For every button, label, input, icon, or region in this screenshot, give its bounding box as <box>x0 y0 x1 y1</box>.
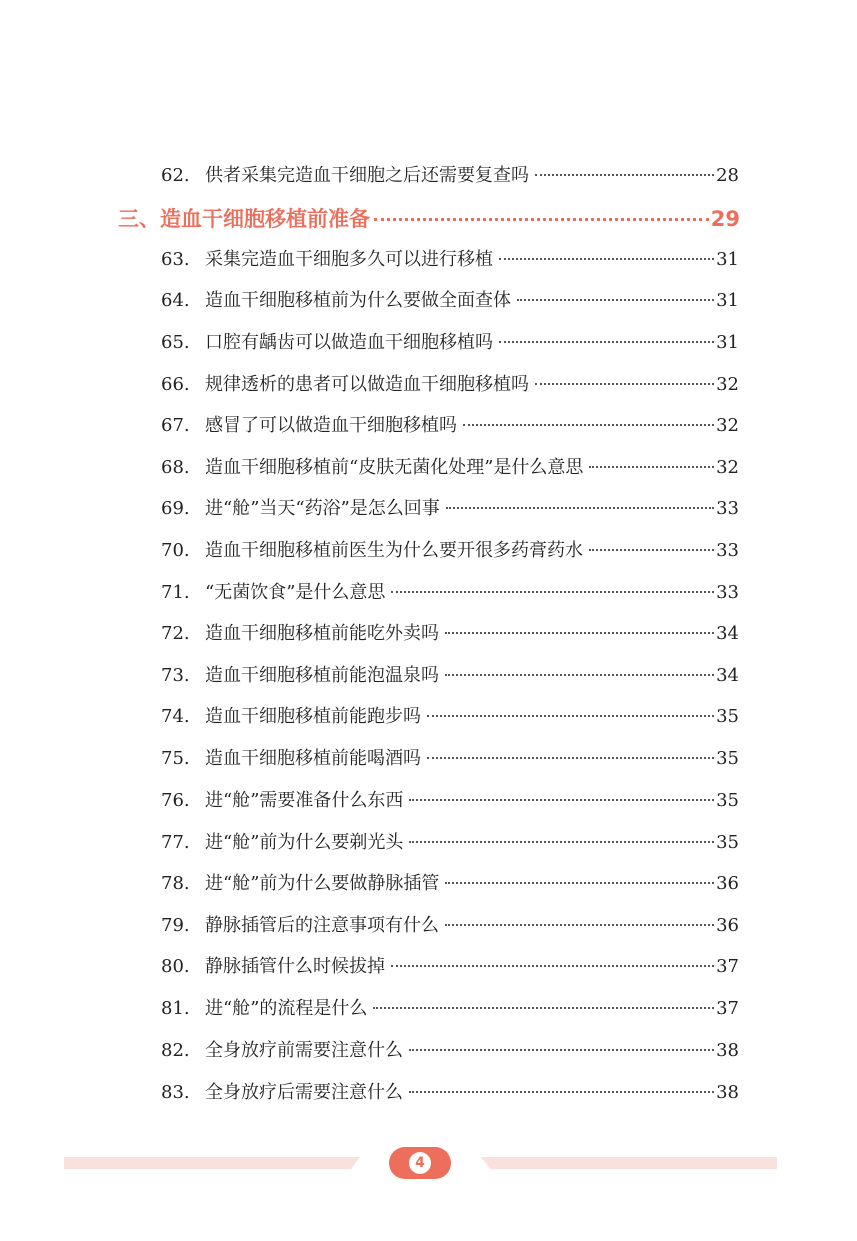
entry-title: 造血干细胞移植前“皮肤无菌化处理”是什么意思 <box>205 457 584 478</box>
dot-leader <box>463 424 714 426</box>
dot-leader <box>535 174 714 176</box>
toc-entry[interactable] <box>161 994 739 1024</box>
entry-page: 33 <box>716 540 739 561</box>
toc-entry[interactable] <box>161 869 739 899</box>
toc-entry[interactable] <box>161 370 739 400</box>
entry-page: 34 <box>716 623 739 644</box>
entry-page: 38 <box>716 1082 739 1103</box>
entry-title: 感冒了可以做造血干细胞移植吗 <box>205 415 457 436</box>
entry-title: 造血干细胞移植前能喝酒吗 <box>205 748 421 769</box>
toc-entry[interactable] <box>161 411 739 441</box>
entry-title: 造血干细胞移植前能跑步吗 <box>205 706 421 727</box>
toc-entry-62[interactable] <box>161 161 739 191</box>
entry-number: 69. <box>161 498 190 519</box>
entry-page: 31 <box>716 290 739 311</box>
dot-leader <box>499 258 714 260</box>
toc-entry[interactable] <box>161 952 739 982</box>
entry-page: 36 <box>716 873 739 894</box>
entry-title: 造血干细胞移植前为什么要做全面查体 <box>205 290 511 311</box>
toc-entry[interactable] <box>161 536 739 566</box>
dot-leader <box>427 757 714 759</box>
toc-entry[interactable] <box>161 786 739 816</box>
entry-number: 67. <box>161 415 190 436</box>
dot-leader <box>374 218 709 221</box>
entry-number: 62. <box>161 165 190 186</box>
entry-number: 63. <box>161 249 190 270</box>
dot-leader <box>391 965 714 967</box>
entry-title: 全身放疗前需要注意什么 <box>205 1040 403 1061</box>
toc-entry[interactable] <box>161 578 739 608</box>
toc-section-heading[interactable] <box>118 202 740 236</box>
dot-leader <box>589 549 714 551</box>
entry-title: 静脉插管什么时候拔掉 <box>205 956 385 977</box>
entry-number: 65. <box>161 332 190 353</box>
entry-page: 37 <box>716 998 739 1019</box>
dot-leader <box>409 799 714 801</box>
footer-band-left <box>64 1157 360 1169</box>
entry-number: 73. <box>161 665 190 686</box>
entry-number: 70. <box>161 540 190 561</box>
entry-page: 35 <box>716 706 739 727</box>
toc-entry[interactable] <box>161 328 739 358</box>
toc-entry[interactable] <box>161 702 739 732</box>
entry-number: 71. <box>161 582 190 603</box>
dot-leader <box>499 341 714 343</box>
toc-entry[interactable] <box>161 286 739 316</box>
entry-page: 33 <box>716 582 739 603</box>
entry-title: 进“舱”需要准备什么东西 <box>205 790 404 811</box>
entry-page: 31 <box>716 249 739 270</box>
entry-number: 83. <box>161 1082 190 1103</box>
entry-page: 33 <box>716 498 739 519</box>
dot-leader <box>409 1049 714 1051</box>
entry-page: 35 <box>716 790 739 811</box>
toc-entry[interactable] <box>161 744 739 774</box>
entry-page: 28 <box>716 165 739 186</box>
dot-leader <box>373 1007 714 1009</box>
entry-page: 32 <box>716 415 739 436</box>
entry-title: 规律透析的患者可以做造血干细胞移植吗 <box>205 374 529 395</box>
entry-number: 74. <box>161 706 190 727</box>
section-title: 三、造血干细胞移植前准备 <box>118 207 370 231</box>
entry-number: 66. <box>161 374 190 395</box>
toc-entry[interactable] <box>161 245 739 275</box>
dot-leader <box>445 674 714 676</box>
entry-number: 77. <box>161 832 190 853</box>
entry-number: 68. <box>161 457 190 478</box>
entry-number: 82. <box>161 1040 190 1061</box>
entry-title: 进“舱”前为什么要剃光头 <box>205 832 404 853</box>
page-number-badge <box>389 1147 451 1179</box>
section-page: 29 <box>710 207 740 231</box>
entry-number: 78. <box>161 873 190 894</box>
entry-page: 32 <box>716 457 739 478</box>
entry-title: 供者采集完造血干细胞之后还需要复查吗 <box>205 165 529 186</box>
page-number: 4 <box>409 1152 431 1174</box>
entry-page: 34 <box>716 665 739 686</box>
entry-page: 37 <box>716 956 739 977</box>
entry-title: 全身放疗后需要注意什么 <box>205 1082 403 1103</box>
entry-page: 32 <box>716 374 739 395</box>
entry-title: 造血干细胞移植前能泡温泉吗 <box>205 665 439 686</box>
entry-number: 79. <box>161 915 190 936</box>
entry-number: 76. <box>161 790 190 811</box>
dot-leader <box>445 632 714 634</box>
toc-entry[interactable] <box>161 1078 739 1108</box>
dot-leader <box>517 299 714 301</box>
toc-entry[interactable] <box>161 828 739 858</box>
toc-entry[interactable] <box>161 494 739 524</box>
entry-page: 31 <box>716 332 739 353</box>
dot-leader <box>409 1091 714 1093</box>
dot-leader <box>589 466 714 468</box>
dot-leader <box>535 383 714 385</box>
entry-number: 64. <box>161 290 190 311</box>
entry-title: “无菌饮食”是什么意思 <box>205 582 386 603</box>
entry-number: 72. <box>161 623 190 644</box>
entry-number: 81. <box>161 998 190 1019</box>
entry-title: 进“舱”前为什么要做静脉插管 <box>205 873 440 894</box>
dot-leader <box>391 591 714 593</box>
dot-leader <box>427 715 714 717</box>
dot-leader <box>445 882 714 884</box>
entry-title: 静脉插管后的注意事项有什么 <box>205 915 439 936</box>
entry-number: 80. <box>161 956 190 977</box>
entry-number: 75. <box>161 748 190 769</box>
dot-leader <box>446 507 714 509</box>
entry-page: 35 <box>716 832 739 853</box>
entry-title: 口腔有龋齿可以做造血干细胞移植吗 <box>205 332 493 353</box>
entry-title: 进“舱”当天“药浴”是怎么回事 <box>205 498 440 519</box>
toc-entry[interactable] <box>161 619 739 649</box>
toc-entry[interactable] <box>161 453 739 483</box>
entry-title: 采集完造血干细胞多久可以进行移植 <box>205 249 493 270</box>
entry-title: 造血干细胞移植前能吃外卖吗 <box>205 623 439 644</box>
toc-entry[interactable] <box>161 911 739 941</box>
entry-title: 造血干细胞移植前医生为什么要开很多药膏药水 <box>205 540 583 561</box>
entry-title: 进“舱”的流程是什么 <box>205 998 368 1019</box>
footer-band-right <box>481 1157 777 1169</box>
dot-leader <box>409 841 714 843</box>
toc-entry[interactable] <box>161 1036 739 1066</box>
entry-page: 36 <box>716 915 739 936</box>
entry-page: 38 <box>716 1040 739 1061</box>
toc-entry[interactable] <box>161 661 739 691</box>
entry-page: 35 <box>716 748 739 769</box>
dot-leader <box>445 924 714 926</box>
